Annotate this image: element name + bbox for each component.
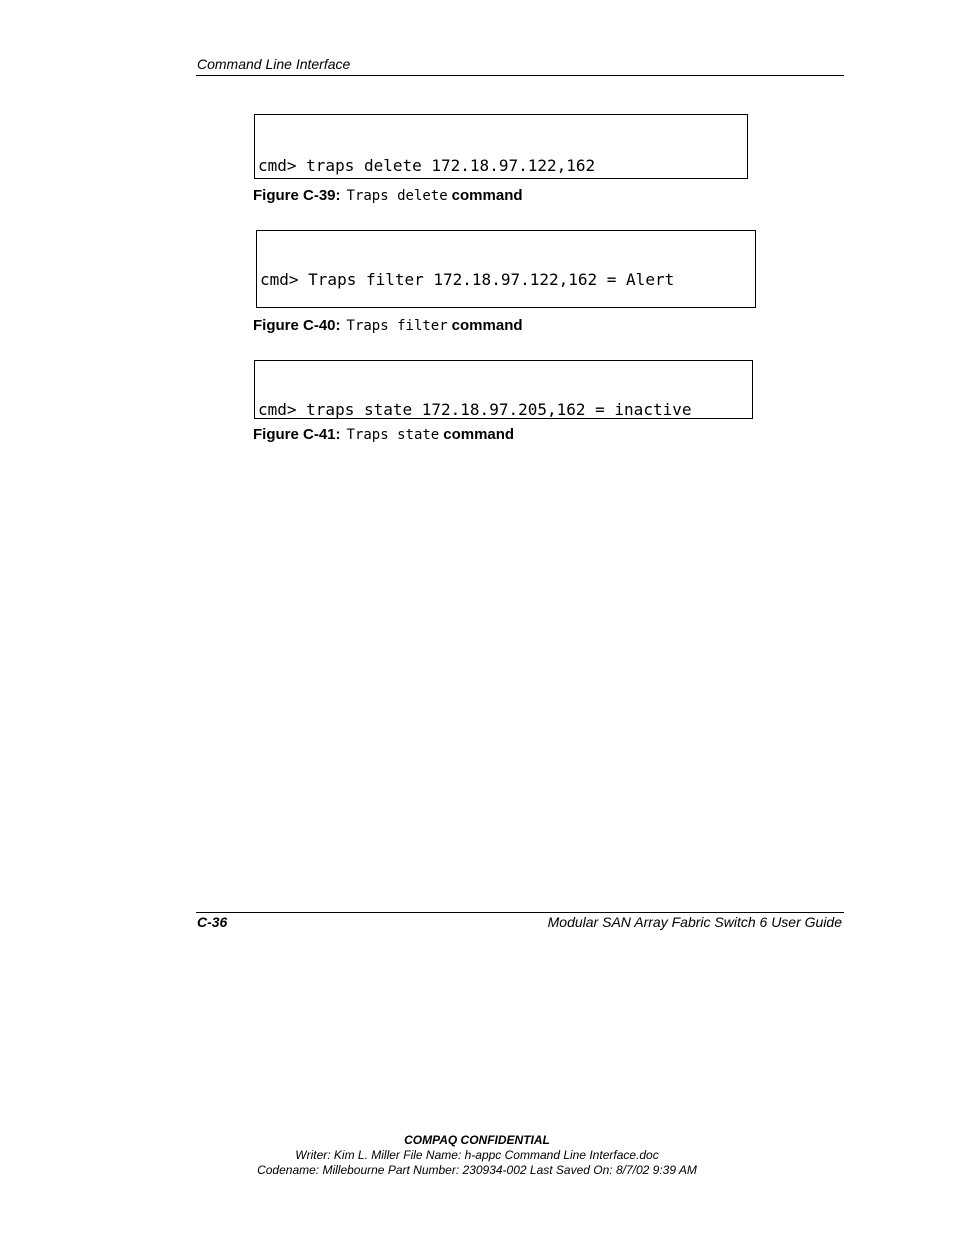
figure-caption-c39 xyxy=(253,187,523,204)
confidential-notice xyxy=(0,1133,954,1178)
terminal-output-traps-filter xyxy=(256,230,756,308)
confidential-title: COMPAQ CONFIDENTIAL xyxy=(404,1133,550,1147)
terminal-line: cmd> traps state 172.18.97.205,162 = inactive xyxy=(258,400,692,419)
caption-suffix: command xyxy=(451,317,523,334)
caption-code: Traps filter xyxy=(346,318,448,334)
caption-label: Figure C-41: xyxy=(253,426,341,443)
terminal-output-traps-delete xyxy=(254,114,748,179)
caption-label: Figure C-40: xyxy=(253,317,341,334)
caption-label: Figure C-39: xyxy=(253,187,341,204)
section-title: Command Line Interface xyxy=(197,56,351,72)
confidential-codename-line: Codename: Millebourne Part Number: 230934-002 Last Saved On: 8/7/02 9:39 AM xyxy=(257,1163,697,1177)
caption-code: Traps delete xyxy=(346,188,448,204)
confidential-writer-line: Writer: Kim L. Miller File Name: h-appc Command Line Interface.doc xyxy=(295,1148,659,1162)
guide-title: Modular SAN Array Fabric Switch 6 User Guide xyxy=(547,914,842,930)
figure-caption-c41 xyxy=(253,426,514,443)
terminal-line: cmd> traps delete 172.18.97.122,162 xyxy=(258,156,596,175)
running-header xyxy=(196,55,844,76)
caption-code: Traps state xyxy=(346,427,440,443)
footer-rule xyxy=(196,912,844,913)
figure-caption-c40 xyxy=(253,317,523,334)
caption-suffix: command xyxy=(451,187,523,204)
terminal-line: cmd> Traps filter 172.18.97.122,162 = Alert xyxy=(260,270,675,289)
terminal-output-traps-state xyxy=(254,360,753,419)
caption-suffix: command xyxy=(443,426,515,443)
page-number: C-36 xyxy=(197,914,228,930)
